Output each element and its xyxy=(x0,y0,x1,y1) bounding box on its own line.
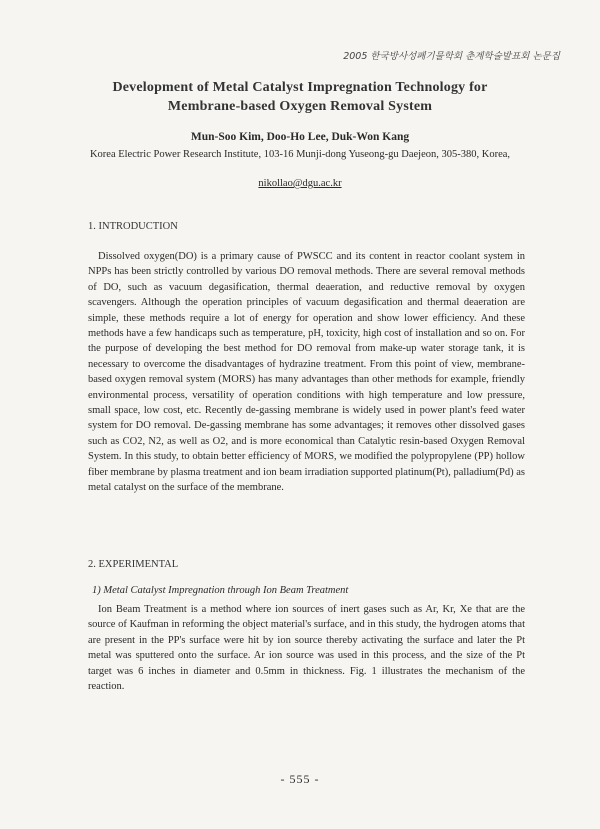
title-line-1: Development of Metal Catalyst Impregnation Technology for xyxy=(112,80,488,95)
title-line-2: Membrane-based Oxygen Removal System xyxy=(167,99,433,114)
paper-title xyxy=(0,78,600,116)
author-email[interactable]: nikollao@dgu.ac.kr xyxy=(258,178,342,189)
section-heading-experimental: 2. EXPERIMENTAL xyxy=(88,559,179,570)
subsection-heading: 1) Metal Catalyst Impregnation through Ion Beam Treatment xyxy=(92,585,349,596)
introduction-paragraph: Dissolved oxygen(DO) is a primary cause of PWSCC and its content in reactor coolant system in NPPs has been strictly controlled by various DO removal methods. There are several removal methods of DO, such as vacuum degasification, thermal deaeration, and reductive removal by oxygen scavengers. Although the operation principles of vacuum degasification and thermal deaeration are simple, these methods require a lot of energy for operation and show lower efficiency. And these methods have a few handicaps such as temperature, pH, toxicity, high cost of installation and so on. For the purpose of developing the best method for DO removal from make-up water storage tank, it is necessary to overcome the disadvantages of hydrazine treatment. From this point of view, membrane-based oxygen removal system (MORS) has many advantages than other methods for example, friendly environmental process, versatility of operation conditions with high temperature and low pressure, small space, low cost, etc. Recently de-gassing membrane is widely used in power plant's feed water system for DO removal. De-gassing membrane has some advantages; it removes other dissolved gases such as CO2, N2, as well as O2, and is more economical than Catalytic resin-based Oxygen Removal System. In this study, to obtain better efficiency of MORS, we modified the polypropylene (PP) hollow fiber membrane by plasma treatment and ion beam irradiation supported platinum(Pt), palladium(Pd) as metal catalyst on the surface of the membrane. xyxy=(88,251,525,494)
page-number: - 555 - xyxy=(280,772,320,786)
affiliation: Korea Electric Power Research Institute, 103-16 Munji-dong Yuseong-gu Daejeon, 305-380, Korea, xyxy=(89,149,511,160)
section-heading-introduction: 1. INTRODUCTION xyxy=(88,221,178,232)
author-list: Mun-Soo Kim, Doo-Ho Lee, Duk-Won Kang xyxy=(190,131,410,143)
experimental-paragraph: Ion Beam Treatment is a method where ion sources of inert gases such as Ar, Kr, Xe that are the source of Kaufman in reforming the object material's surface, and in this study, the hydrogen atoms that are present in the PP's surface were hit by ion source thereby activating the surface and later the Pt metal was sputtered onto the surface. Ar ion source was used in this process, and the size of the Pt target was 6 inches in diameter and 0.5mm in thickness. Fig. 1 illustrates the mechanism of the reaction. xyxy=(88,604,525,693)
conference-header: 2005 한국방사성폐기물학회 춘계학술발표회 논문집 xyxy=(343,51,560,62)
